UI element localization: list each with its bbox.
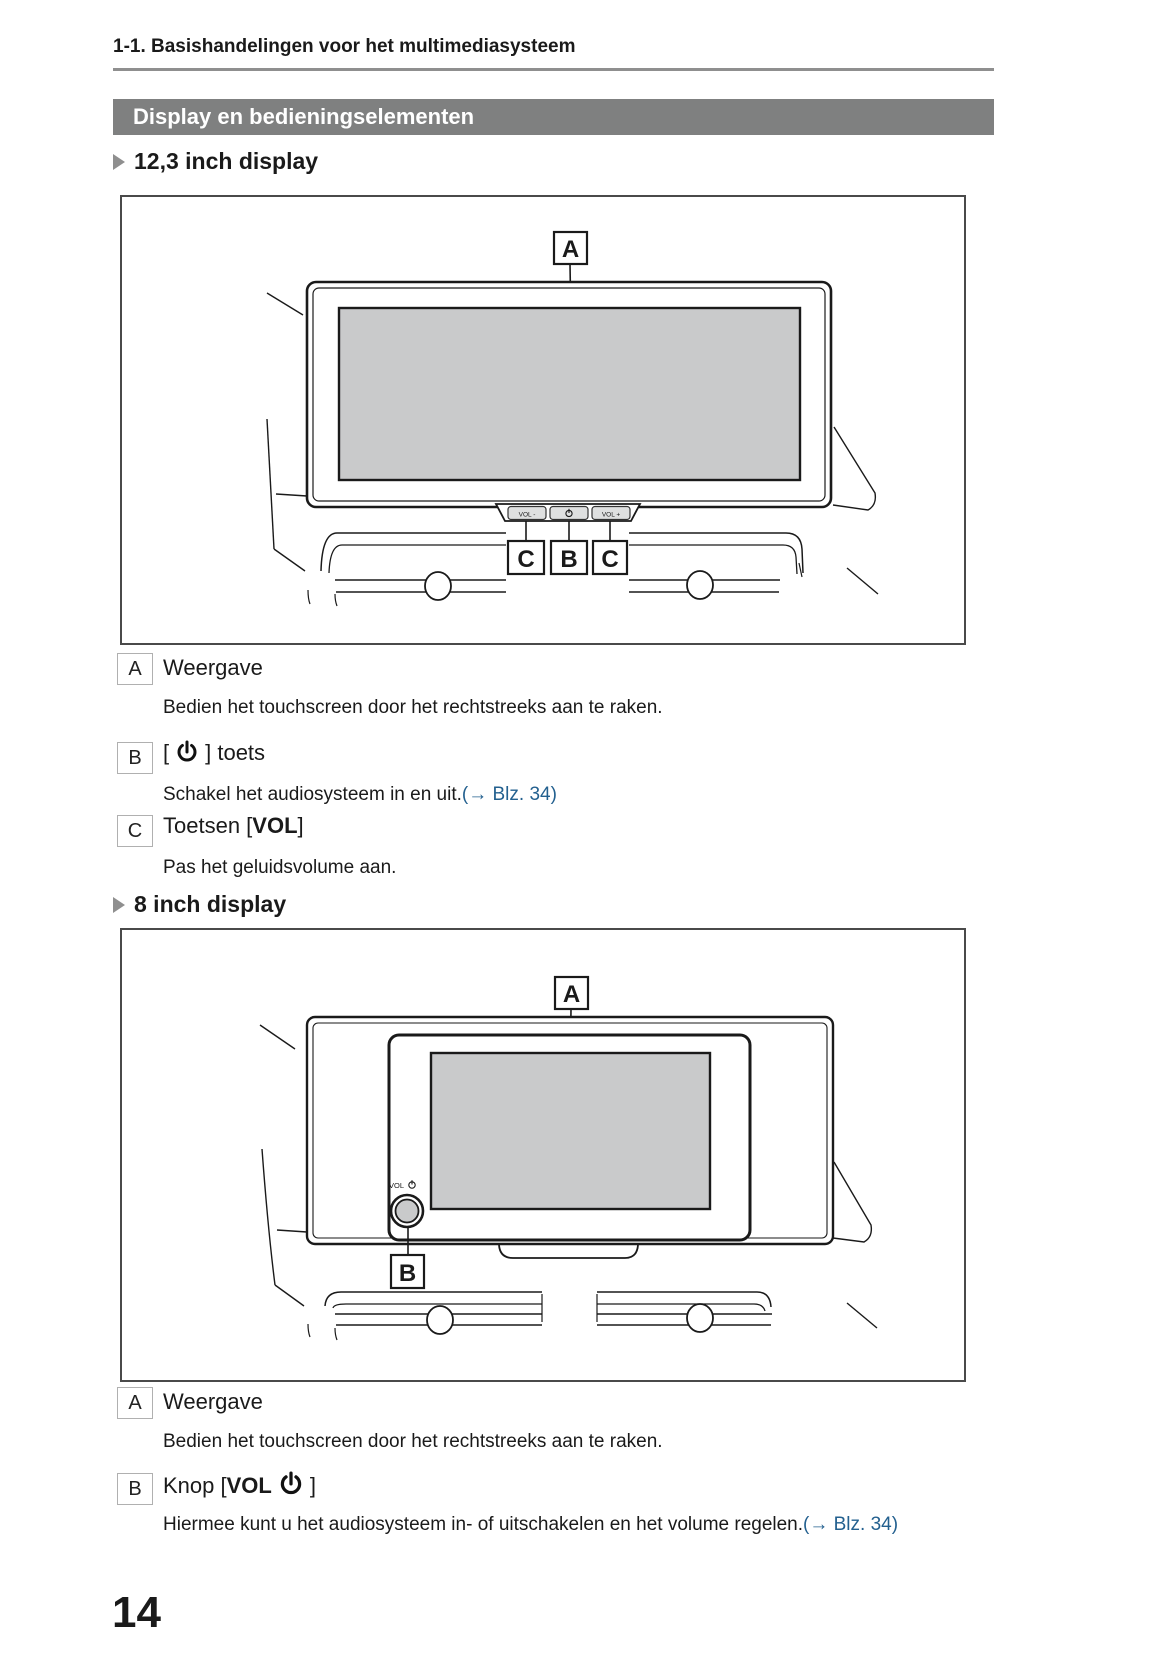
touchscreen-12-3: [339, 308, 800, 480]
item-label-box-b: B: [117, 742, 153, 774]
knob-vol-label: VOL: [388, 1181, 404, 1190]
dash-vent-knob-right: [687, 1304, 713, 1332]
item-desc-knop-vol: Hiermee kunt u het audiosysteem in- of uitschakelen en het volume regelen.(→ Blz. 34): [163, 1514, 899, 1535]
item-title-weergave-2: Weergave: [163, 1389, 263, 1414]
power-icon: [175, 740, 199, 772]
vol-down-label: VOL -: [518, 511, 536, 519]
header-divider: [113, 68, 994, 71]
dash-vent-knob-left: [427, 1306, 453, 1334]
svg-text:B: B: [560, 546, 578, 573]
touchscreen-8: [431, 1053, 710, 1209]
item-title-toetsen-vol: Toetsen [VOL]: [163, 813, 304, 838]
item-title-weergave: Weergave: [163, 655, 263, 680]
callout-a-label: A: [561, 236, 580, 263]
triangle-bullet-icon: [113, 897, 125, 913]
dash-vent-knob-left: [425, 572, 451, 600]
item-desc-toetsen-vol: Pas het geluidsvolume aan.: [163, 857, 397, 878]
item-label-box-a: A: [117, 653, 153, 685]
dash-context-line: [267, 293, 303, 315]
vol-up-label: VOL +: [601, 511, 621, 519]
figure-12-3-inch-display: [120, 195, 966, 645]
item-label-box-b2: B: [117, 1473, 153, 1505]
page-number: 14: [112, 1588, 161, 1637]
page-reference-link[interactable]: (→ Blz. 34): [461, 784, 557, 805]
power-icon: [278, 1471, 304, 1505]
item-title-power-toets: [ ] toets: [163, 740, 265, 772]
section-title: Display en bedieningselementen: [133, 104, 475, 129]
svg-text:A: A: [562, 981, 581, 1008]
item-title-knop-vol: Knop [VOL ]: [163, 1471, 316, 1505]
display-stand: [499, 1245, 638, 1258]
breadcrumb: 1-1. Basishandelingen voor het multimediasysteem: [113, 36, 576, 57]
item-label-box-a2: A: [117, 1387, 153, 1419]
heading-12-3-inch: 12,3 inch display: [113, 148, 318, 175]
svg-text:C: C: [517, 546, 535, 573]
dash-vent-knob-right: [687, 571, 713, 599]
diagram-12-3-inch: [122, 197, 964, 643]
figure-8-inch-display: [120, 928, 966, 1382]
item-desc-weergave-2: Bedien het touchscreen door het rechtstreeks aan te raken.: [163, 1431, 663, 1452]
diagram-8-inch: [122, 930, 964, 1380]
svg-text:C: C: [601, 546, 619, 573]
svg-text:B: B: [398, 1260, 417, 1287]
item-desc-power-toets: Schakel het audiosysteem in en uit.(→ Blz. 34): [163, 784, 557, 805]
page-reference-link[interactable]: (→ Blz. 34): [803, 1514, 899, 1535]
item-label-box-c: C: [117, 815, 153, 847]
section-title-bar: [113, 99, 994, 135]
heading-8-inch: 8 inch display: [113, 891, 286, 918]
triangle-bullet-icon: [113, 154, 125, 170]
item-desc-weergave: Bedien het touchscreen door het rechtstreeks aan te raken.: [163, 697, 663, 718]
